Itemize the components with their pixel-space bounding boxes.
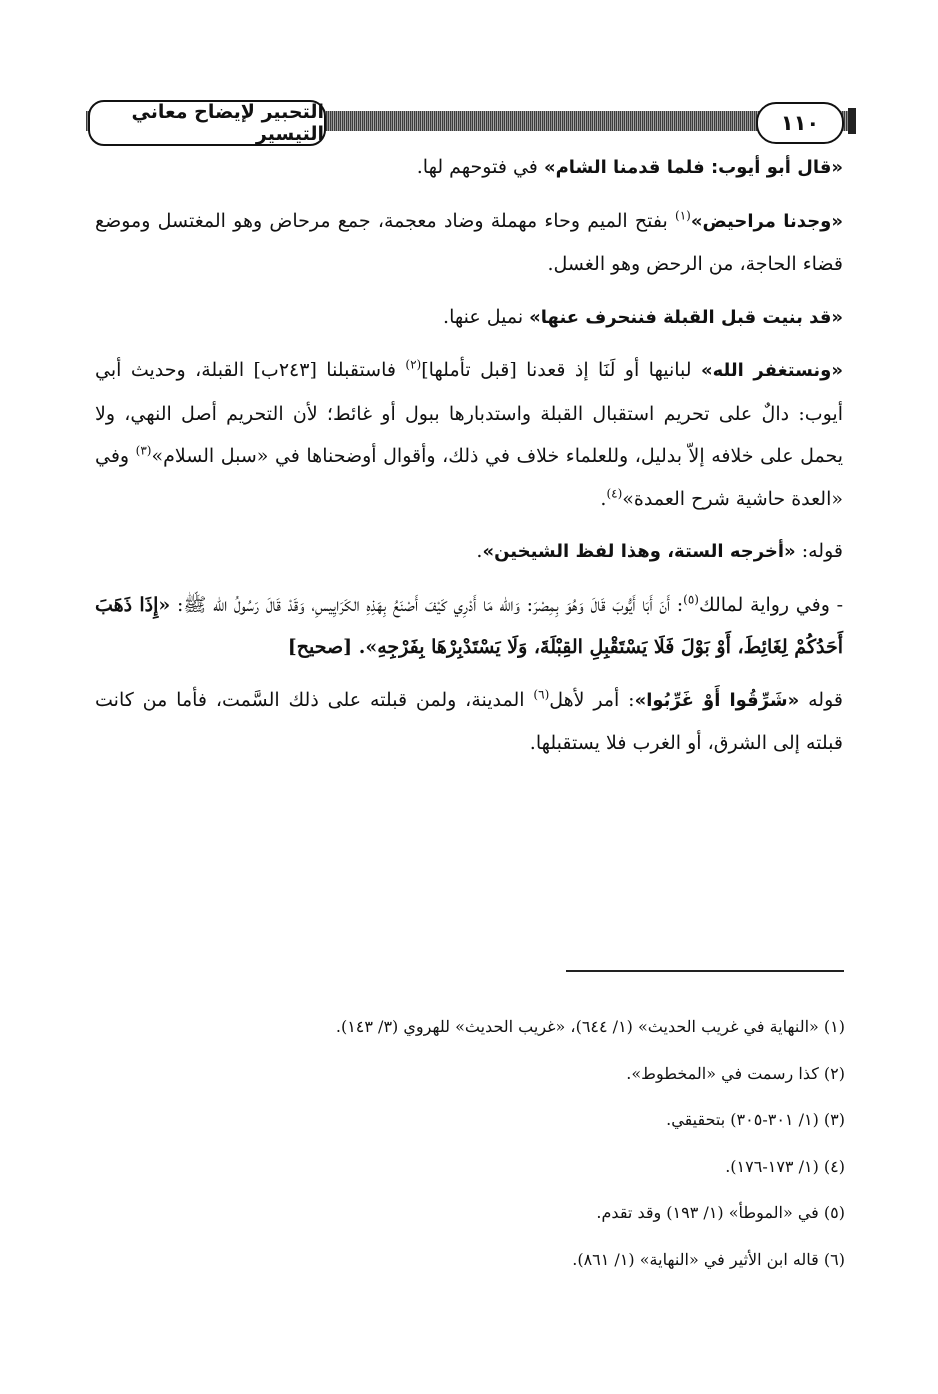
book-title-box [88,100,326,146]
footnotes [95,1004,845,1283]
quoted-phrase: «أخرجه الستة، وهذا لفظ الشيخين» [482,541,796,562]
footnote-5: (٥) في «الموطأ» (١/ ١٩٣) وقد تقدم. [596,1203,845,1222]
page-number-box [756,102,844,144]
page-number: ١١٠ [780,111,820,135]
commentary: . [600,487,607,510]
commentary: : أمر لأهل [549,688,635,711]
quoted-phrase: «ونستغفر الله» [700,360,843,381]
hadith-text: «إِذَا ذَهَبَ أَحَدُكُمْ لِغَائِطَ، أَوْ بَوْلَ فَلَا يَسْتَقْبِلِ القِبْلَةَ، وَلَا يَسْتَدْبِرْهَا بِفَرْجِهِ» [95,593,843,658]
footnote-ref[interactable]: (٣) [135,443,152,458]
commentary: نميل عنها. [443,305,530,328]
paragraph-2 [95,200,843,286]
commentary: المدينة، ولمن قبلته على ذلك السَّمت، فأما من كانت قبلته إلى الشرق، أو الغرب فلا يستقبلها. [95,688,843,754]
commentary: فاستقبلنا [٢٤٣ب] القبلة، وحديث أبي أيوب: دالٌ على تحريم استقبال القبلة واستدبارها ببول أو غائط؛ لأن التحريم أصل النهي، ولا يحمل على خلافه إلاّ بدليل، وللعلماء خلاف في ذلك، وأقوال أوضحناها في «سبل السلام» [95,359,843,467]
commentary: لبانيها أو لَنَا إذ قعدنا [قبل تأملها] [421,359,701,381]
paragraph-6 [95,584,843,669]
footnote-4: (٤) (١/ ١٧٣-١٧٦). [725,1156,845,1176]
hadith-grade: . [صحيح] [287,636,366,658]
commentary: في فتوحهم لها. [416,156,544,178]
quoted-phrase: «قال أبو أيوب: فلما قدمنا الشام» [543,157,843,178]
commentary: . [476,540,483,562]
commentary: وفي «العدة حاشية شرح العمدة» [95,445,843,510]
quoted-phrase: «وجدنا مراحيض» [690,210,843,232]
paragraph-4 [95,349,843,520]
footnote-ref[interactable]: (٦) [533,687,550,702]
footnote-6: (٦) قاله ابن الأثير في «النهاية» (١/ ٨٦١). [572,1249,845,1269]
book-title: التحبير لإيضاح معاني التيسير [131,101,324,145]
label: قوله [799,688,843,711]
quoted-phrase: «شَرِّقُوا أَوْ غَرِّبُوا» [634,689,800,711]
footnote-3: (٣) (١/ ٣٠١-٣٠٥) بتحقيقي. [666,1110,845,1129]
footnote-ref[interactable]: (٥) [683,592,699,607]
running-header [86,98,856,148]
footnote-ref[interactable]: (٢) [405,357,422,372]
paragraph-5 [95,530,843,574]
footnote-ref[interactable]: (٤) [606,486,623,501]
main-text [95,146,843,765]
paragraph-7 [95,679,843,765]
paragraph-3 [95,296,843,340]
footnote-1: (١) «النهاية في غريب الحديث» (١/ ٦٤٤)، «غريب الحديث» للهروي (٣/ ١٤٣). [335,1017,845,1036]
quoted-phrase: «قد بنيت قبل القبلة فننحرف عنها» [529,306,843,328]
label: قوله: [795,540,843,562]
paragraph-1 [95,146,843,190]
narration: - وفي رواية لمالك [698,593,843,616]
header-end-cap [848,108,856,134]
footnote-separator [566,970,844,972]
footnote-ref[interactable]: (١) [675,208,691,223]
commentary: بفتح الميم وحاء مهملة وضاد معجمة، جمع مرحاض وهو المغتسل وموضع قضاء الحاجة، من الرحض وهو الغسل. [95,209,843,275]
narration: : أَنَ أَبَا أَيُّوبَ قَالَ وَهُوَ بِمِصْرَ: وَالله مَا أَدْرِي كَيْفَ أَصْنَعُ بِهَذِهِ الكَرَايِيسِ، وَقَدْ قَالَ رَسُولُ الله ﷺ: [170,593,684,616]
footnote-2: (٢) كذا رسمت في «المخطوط». [626,1063,845,1083]
